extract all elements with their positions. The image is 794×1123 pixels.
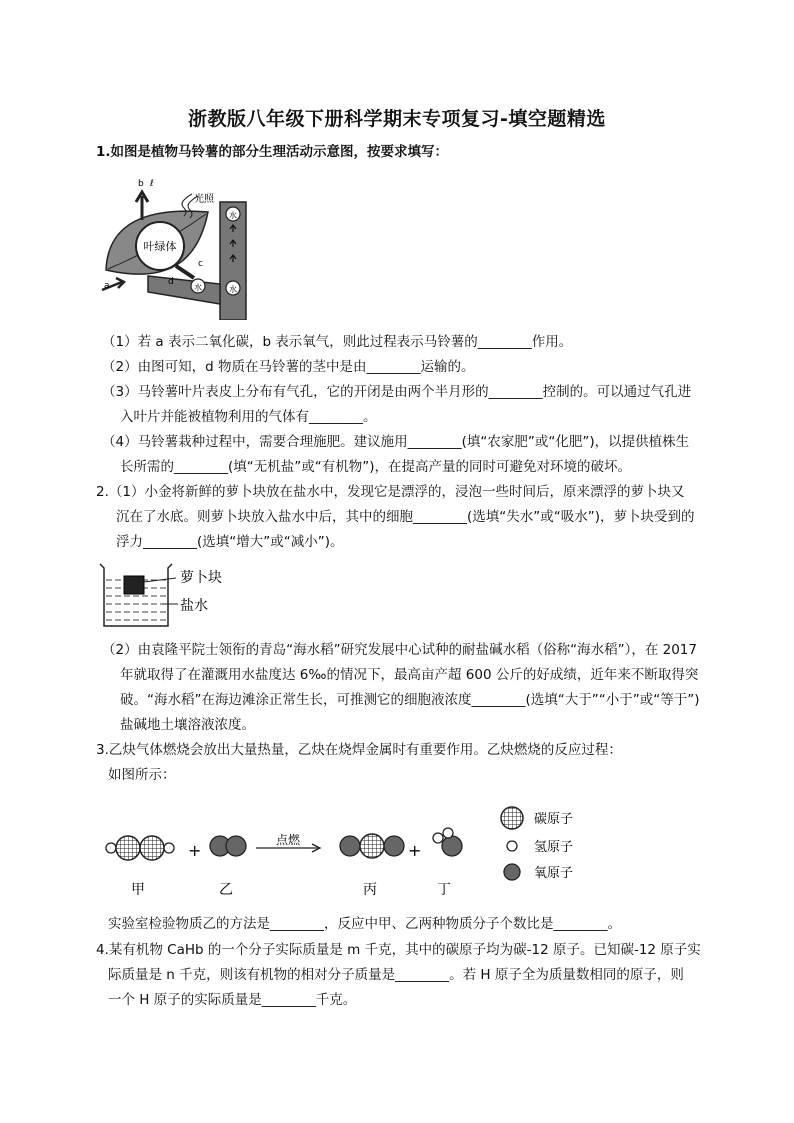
beaker-outline — [100, 564, 172, 626]
q1-part3a: （3）马铃薯叶片表皮上分布有气孔，它的开闭是由两个半月形的________控制的。可以通过气孔进 — [102, 384, 692, 400]
label-a: a — [104, 281, 110, 291]
q3-part1: 3.乙炔气体燃烧会放出大量热量，乙炔在烧焊金属时有重要作用。乙炔燃烧的反应过程： — [96, 742, 622, 758]
saltwater-label: 盐水 — [180, 598, 208, 614]
q2-part1c: 浮力________(选填“增大”或“减小”)。 — [116, 534, 344, 550]
label-ding: 丁 — [437, 882, 451, 898]
plus-sign-1: + — [188, 841, 202, 860]
label-b-extra: ℓ — [150, 179, 154, 189]
q3-reaction-figure — [96, 800, 596, 904]
molecule-ding — [433, 828, 462, 856]
q4-part3: 一个 H 原子的实际质量是________千克。 — [108, 992, 357, 1008]
q1-figure — [98, 172, 258, 320]
chloroplast-label: 叶绿体 — [143, 240, 177, 253]
label-d: d — [168, 277, 174, 287]
q1-part1: （1）若 a 表示二氧化碳，b 表示氧气，则此过程表示马铃薯的________作用。 — [102, 334, 573, 350]
arrow-c-icon — [176, 266, 194, 278]
label-b: b — [138, 179, 144, 189]
q2-part1a: 2.（1）小金将新鲜的萝卜块放在盐水中，发现它是漂浮的，浸泡一些时间后，原来漂浮的萝卜块又 — [96, 484, 685, 500]
q1-part2: （2）由图可知，d 物质在马铃薯的茎中是由________运输的。 — [102, 359, 475, 375]
q2-part1b: 沉在了水底。则萝卜块放入盐水中后，其中的细胞________(选填“失水”或“吸水”)，萝卜块受到的 — [116, 509, 695, 525]
legend — [501, 807, 573, 881]
q1-part3b: 入叶片并能被植物利用的气体有________。 — [120, 409, 377, 425]
legend-hydrogen-icon — [507, 841, 517, 851]
water-label-1: 水 — [229, 211, 237, 220]
molecule-jia — [106, 836, 174, 860]
water-label-2: 水 — [229, 285, 237, 294]
petiole — [148, 276, 220, 304]
label-yi: 乙 — [219, 882, 233, 898]
legend-hydrogen-label: 氢原子 — [534, 840, 574, 855]
label-jia: 甲 — [131, 882, 145, 898]
water-label-3: 水 — [194, 283, 202, 292]
plus-sign-2: + — [408, 841, 422, 860]
label-c: c — [198, 259, 203, 269]
q2-part2d: 盐碱地土壤溶液浓度。 — [120, 717, 255, 733]
legend-carbon-icon — [501, 807, 523, 829]
page-title: 浙教版八年级下册科学期末专项复习-填空题精选 — [188, 108, 606, 130]
arrow-b-icon — [136, 192, 148, 220]
reaction-condition: 点燃 — [275, 833, 301, 847]
q1-part4a: （4）马铃薯栽种过程中，需要合理施肥。建议施用________(填“农家肥”或“化肥”)，以提供植株生 — [102, 434, 690, 450]
q2-beaker-figure — [96, 560, 256, 632]
legend-carbon-label: 碳原子 — [534, 812, 574, 827]
molecule-bing — [340, 834, 404, 858]
radish-cube — [124, 576, 144, 594]
q2-part2c: 破。“海水稻”在海边滩涂正常生长，可推测它的细胞液浓度________(选填“大于”“小于”或“等于”) — [120, 692, 700, 708]
q1-part4b: 长所需的________(填“无机盐”或“有机物”)，在提高产量的同时可避免对环境的破坏。 — [120, 459, 632, 475]
molecule-yi — [210, 836, 246, 856]
label-bing: 丙 — [363, 882, 377, 898]
legend-oxygen-label: 氧原子 — [534, 866, 574, 881]
legend-oxygen-icon — [504, 864, 520, 880]
q2-part2a: （2）由袁隆平院士领衔的青岛“海水稻”研究发展中心试种的耐盐碱水稻（俗称“海水稻”），在 2017 — [102, 642, 697, 658]
q3-part3: 实验室检验物质乙的方法是________，反应中甲、乙两种物质分子个数比是________。 — [108, 916, 621, 932]
q4-part2: 际质量是 n 千克，则该有机物的相对分子质量是________。若 H 原子全为质量数相同的原子，则 — [108, 967, 684, 983]
label-light: 光照 — [194, 194, 214, 205]
radish-label: 萝卜块 — [180, 570, 222, 586]
q3-part2: 如图所示： — [108, 767, 176, 783]
q2-part2b: 年就取得了在灌溉用水盐度达 6‰的情况下，最高亩产超 600 公斤的好成绩，近年来不断取得突 — [120, 667, 699, 683]
q4-part1: 4.某有机物 CaHb 的一个分子实际质量是 m 千克，其中的碳原子均为碳-12 原子。已知碳-12 原子实 — [96, 942, 701, 958]
q1-stem: 1.如图是植物马铃薯的部分生理活动示意图，按要求填写： — [96, 144, 449, 160]
